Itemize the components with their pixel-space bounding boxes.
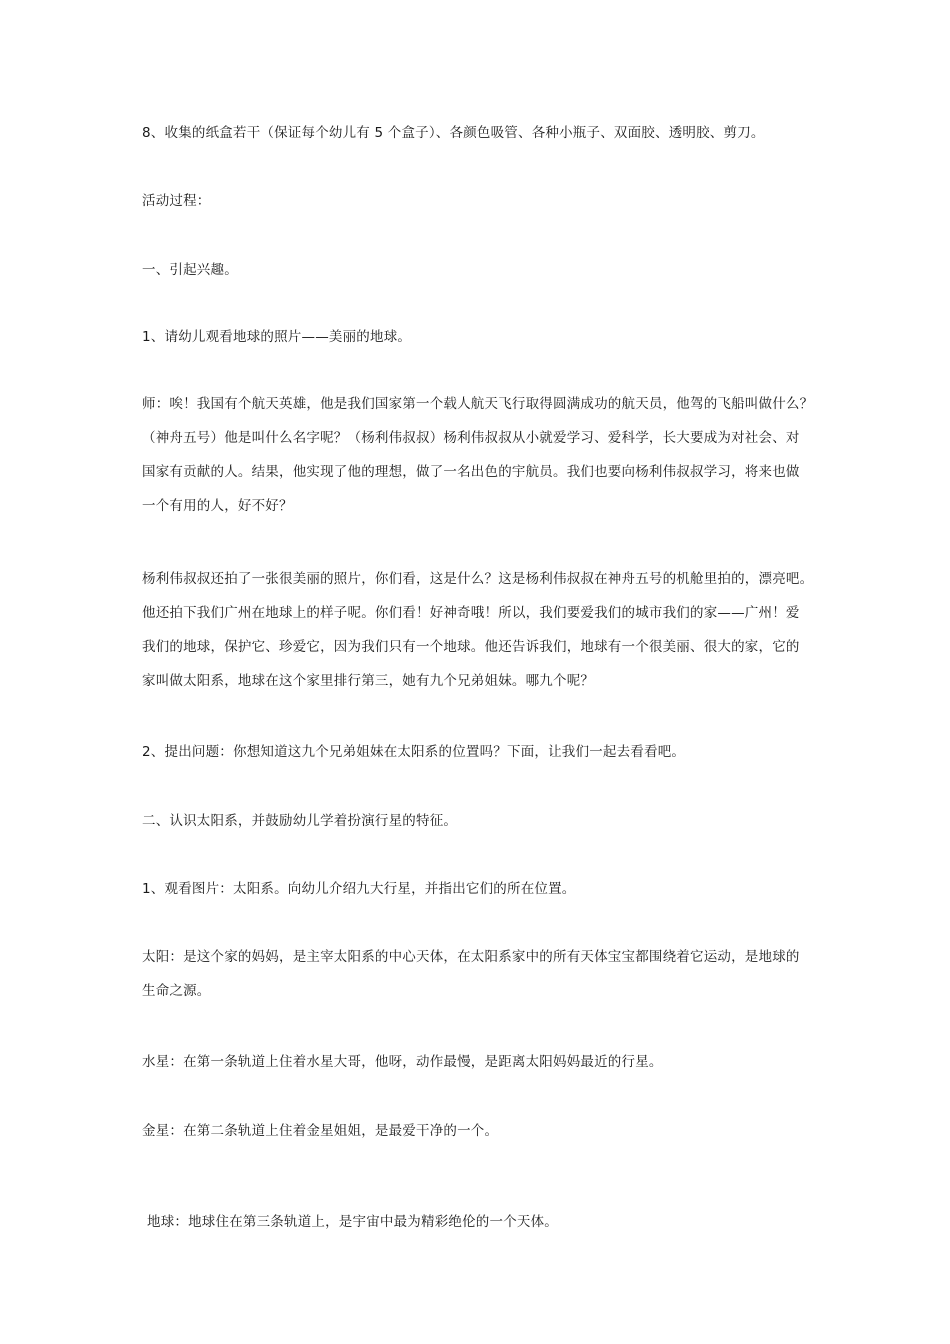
paragraph-materials — [142, 116, 822, 150]
text-line: 他还拍下我们广州在地球上的样子呢。你们看！好神奇哦！所以，我们要爱我们的城市我们的家——广州！爱 — [142, 605, 800, 621]
text-line: 国家有贡献的人。结果，他实现了他的理想，做了一名出色的宇航员。我们也要向杨利伟叔叔学习，将来也做 — [142, 464, 800, 480]
section-heading-2 — [142, 804, 822, 838]
text-line: 我们的地球，保护它、珍爱它，因为我们只有一个地球。他还告诉我们，地球有一个很美丽、很大的家，它的 — [142, 639, 800, 655]
section-heading-1 — [142, 253, 822, 287]
text-line: 师：唉！我国有个航天英雄，他是我们国家第一个载人航天飞行取得圆满成功的航天员，他驾的飞船叫做什么？ — [142, 396, 814, 412]
text-line: 生命之源。 — [142, 983, 211, 999]
step-2-1 — [142, 872, 822, 906]
heading-activity-process — [142, 184, 822, 218]
paragraph-mercury — [142, 1045, 822, 1079]
text-line: 2、提出问题：你想知道这九个兄弟姐妹在太阳系的位置吗？下面，让我们一起去看看吧。 — [142, 744, 686, 760]
paragraph-venus — [142, 1114, 822, 1148]
text-line: 家叫做太阳系，地球在这个家里排行第三，她有九个兄弟姐妹。哪九个呢？ — [142, 673, 595, 689]
paragraph-earth-photo — [142, 562, 822, 698]
text-line: 1、请幼儿观看地球的照片——美丽的地球。 — [142, 329, 412, 345]
text-line: 一、引起兴趣。 — [142, 262, 238, 278]
text-line: 二、认识太阳系，并鼓励幼儿学着扮演行星的特征。 — [142, 813, 458, 829]
step-1-2 — [142, 735, 822, 769]
text-line: 一个有用的人，好不好？ — [142, 498, 293, 514]
paragraph-teacher-speech — [142, 387, 822, 523]
paragraph-sun — [142, 940, 822, 1008]
text-line: 太阳：是这个家的妈妈，是主宰太阳系的中心天体，在太阳系家中的所有天体宝宝都围绕着它运动，是地球的 — [142, 949, 800, 965]
text-line: 地球：地球住在第三条轨道上，是宇宙中最为精彩绝伦的一个天体。 — [147, 1214, 558, 1230]
text-line: （神舟五号）他是叫什么名字呢？（杨利伟叔叔）杨利伟叔叔从小就爱学习、爱科学，长大要成为对社会、对 — [142, 430, 800, 446]
text-line: 金星：在第二条轨道上住着金星姐姐，是最爱干净的一个。 — [142, 1123, 499, 1139]
text-line: 水星：在第一条轨道上住着水星大哥，他呀，动作最慢，是距离太阳妈妈最近的行星。 — [142, 1054, 663, 1070]
text-line: 活动过程： — [142, 193, 211, 209]
text-line: 8、收集的纸盒若干（保证每个幼儿有 5 个盒子）、各颜色吸管、各种小瓶子、双面胶、透明胶、剪刀。 — [142, 125, 765, 141]
paragraph-earth — [147, 1205, 827, 1239]
text-line: 1、观看图片：太阳系。向幼儿介绍九大行星，并指出它们的所在位置。 — [142, 881, 576, 897]
step-1-1 — [142, 320, 822, 354]
text-line: 杨利伟叔叔还拍了一张很美丽的照片，你们看，这是什么？这是杨利伟叔叔在神舟五号的机舱里拍的，漂亮吧。 — [142, 571, 814, 587]
